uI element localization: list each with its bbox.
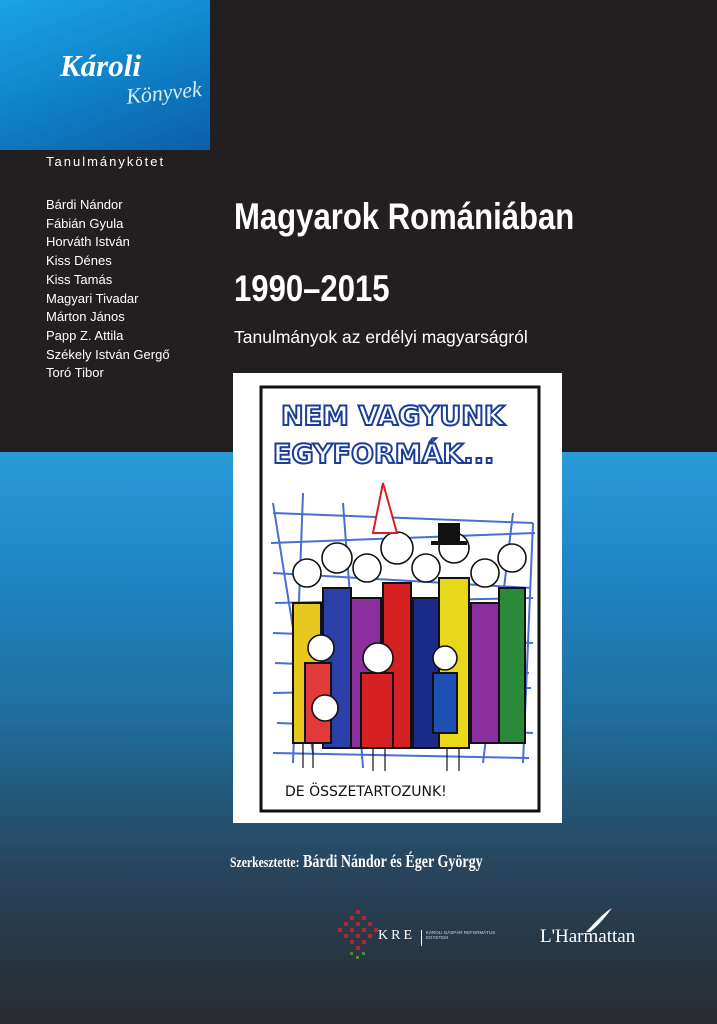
author-name: Márton János — [46, 309, 125, 325]
kre-logo-small-text: KÁROLI GÁSPÁR REFORMÁTUS EGYETEM — [426, 930, 496, 940]
kre-logo — [338, 906, 518, 966]
brand-logo-text: Károli — [60, 48, 141, 83]
publisher-logo: L'Harmattan — [540, 926, 636, 947]
author-name: Toró Tibor — [46, 365, 104, 381]
author-name: Kiss Tamás — [46, 271, 113, 287]
author-name: Bárdi Nándor — [46, 197, 123, 212]
drawing-footer-text: DE ÖSSZETARTOZUNK! — [285, 784, 447, 800]
book-subtitle: Tanulmányok az erdélyi magyarságról — [234, 327, 528, 347]
kre-logo-text: KRE — [378, 928, 415, 943]
book-title: Magyarok Romániában — [234, 196, 575, 237]
author-name: Kiss Dénes — [46, 253, 112, 269]
book-title-years: 1990–2015 — [234, 268, 390, 309]
author-name: Székely István Gergő — [46, 346, 170, 362]
author-name: Fábián Gyula — [46, 215, 124, 231]
author-list — [46, 196, 170, 383]
children-drawing — [233, 373, 562, 823]
publisher-brand-box — [0, 0, 210, 150]
author-name: Magyari Tivadar — [46, 290, 139, 306]
editors-credit — [230, 851, 483, 872]
author-name: Papp Z. Attila — [46, 327, 124, 343]
kre-emblem-icon — [338, 906, 378, 966]
editors-names: Bárdi Nándor és Éger György — [303, 851, 483, 871]
cover-illustration — [233, 373, 562, 823]
editors-label: Szerkesztette: — [230, 855, 300, 871]
brand-logo-script: Könyvek — [124, 76, 203, 109]
drawing-headline-2: EGYFORMÁK... — [273, 439, 495, 470]
author-name: Horváth István — [46, 234, 130, 250]
kre-divider — [421, 930, 422, 946]
drawing-headline-1: NEM VAGYUNK — [281, 401, 505, 432]
series-label: Tanulmánykötet — [46, 154, 166, 169]
